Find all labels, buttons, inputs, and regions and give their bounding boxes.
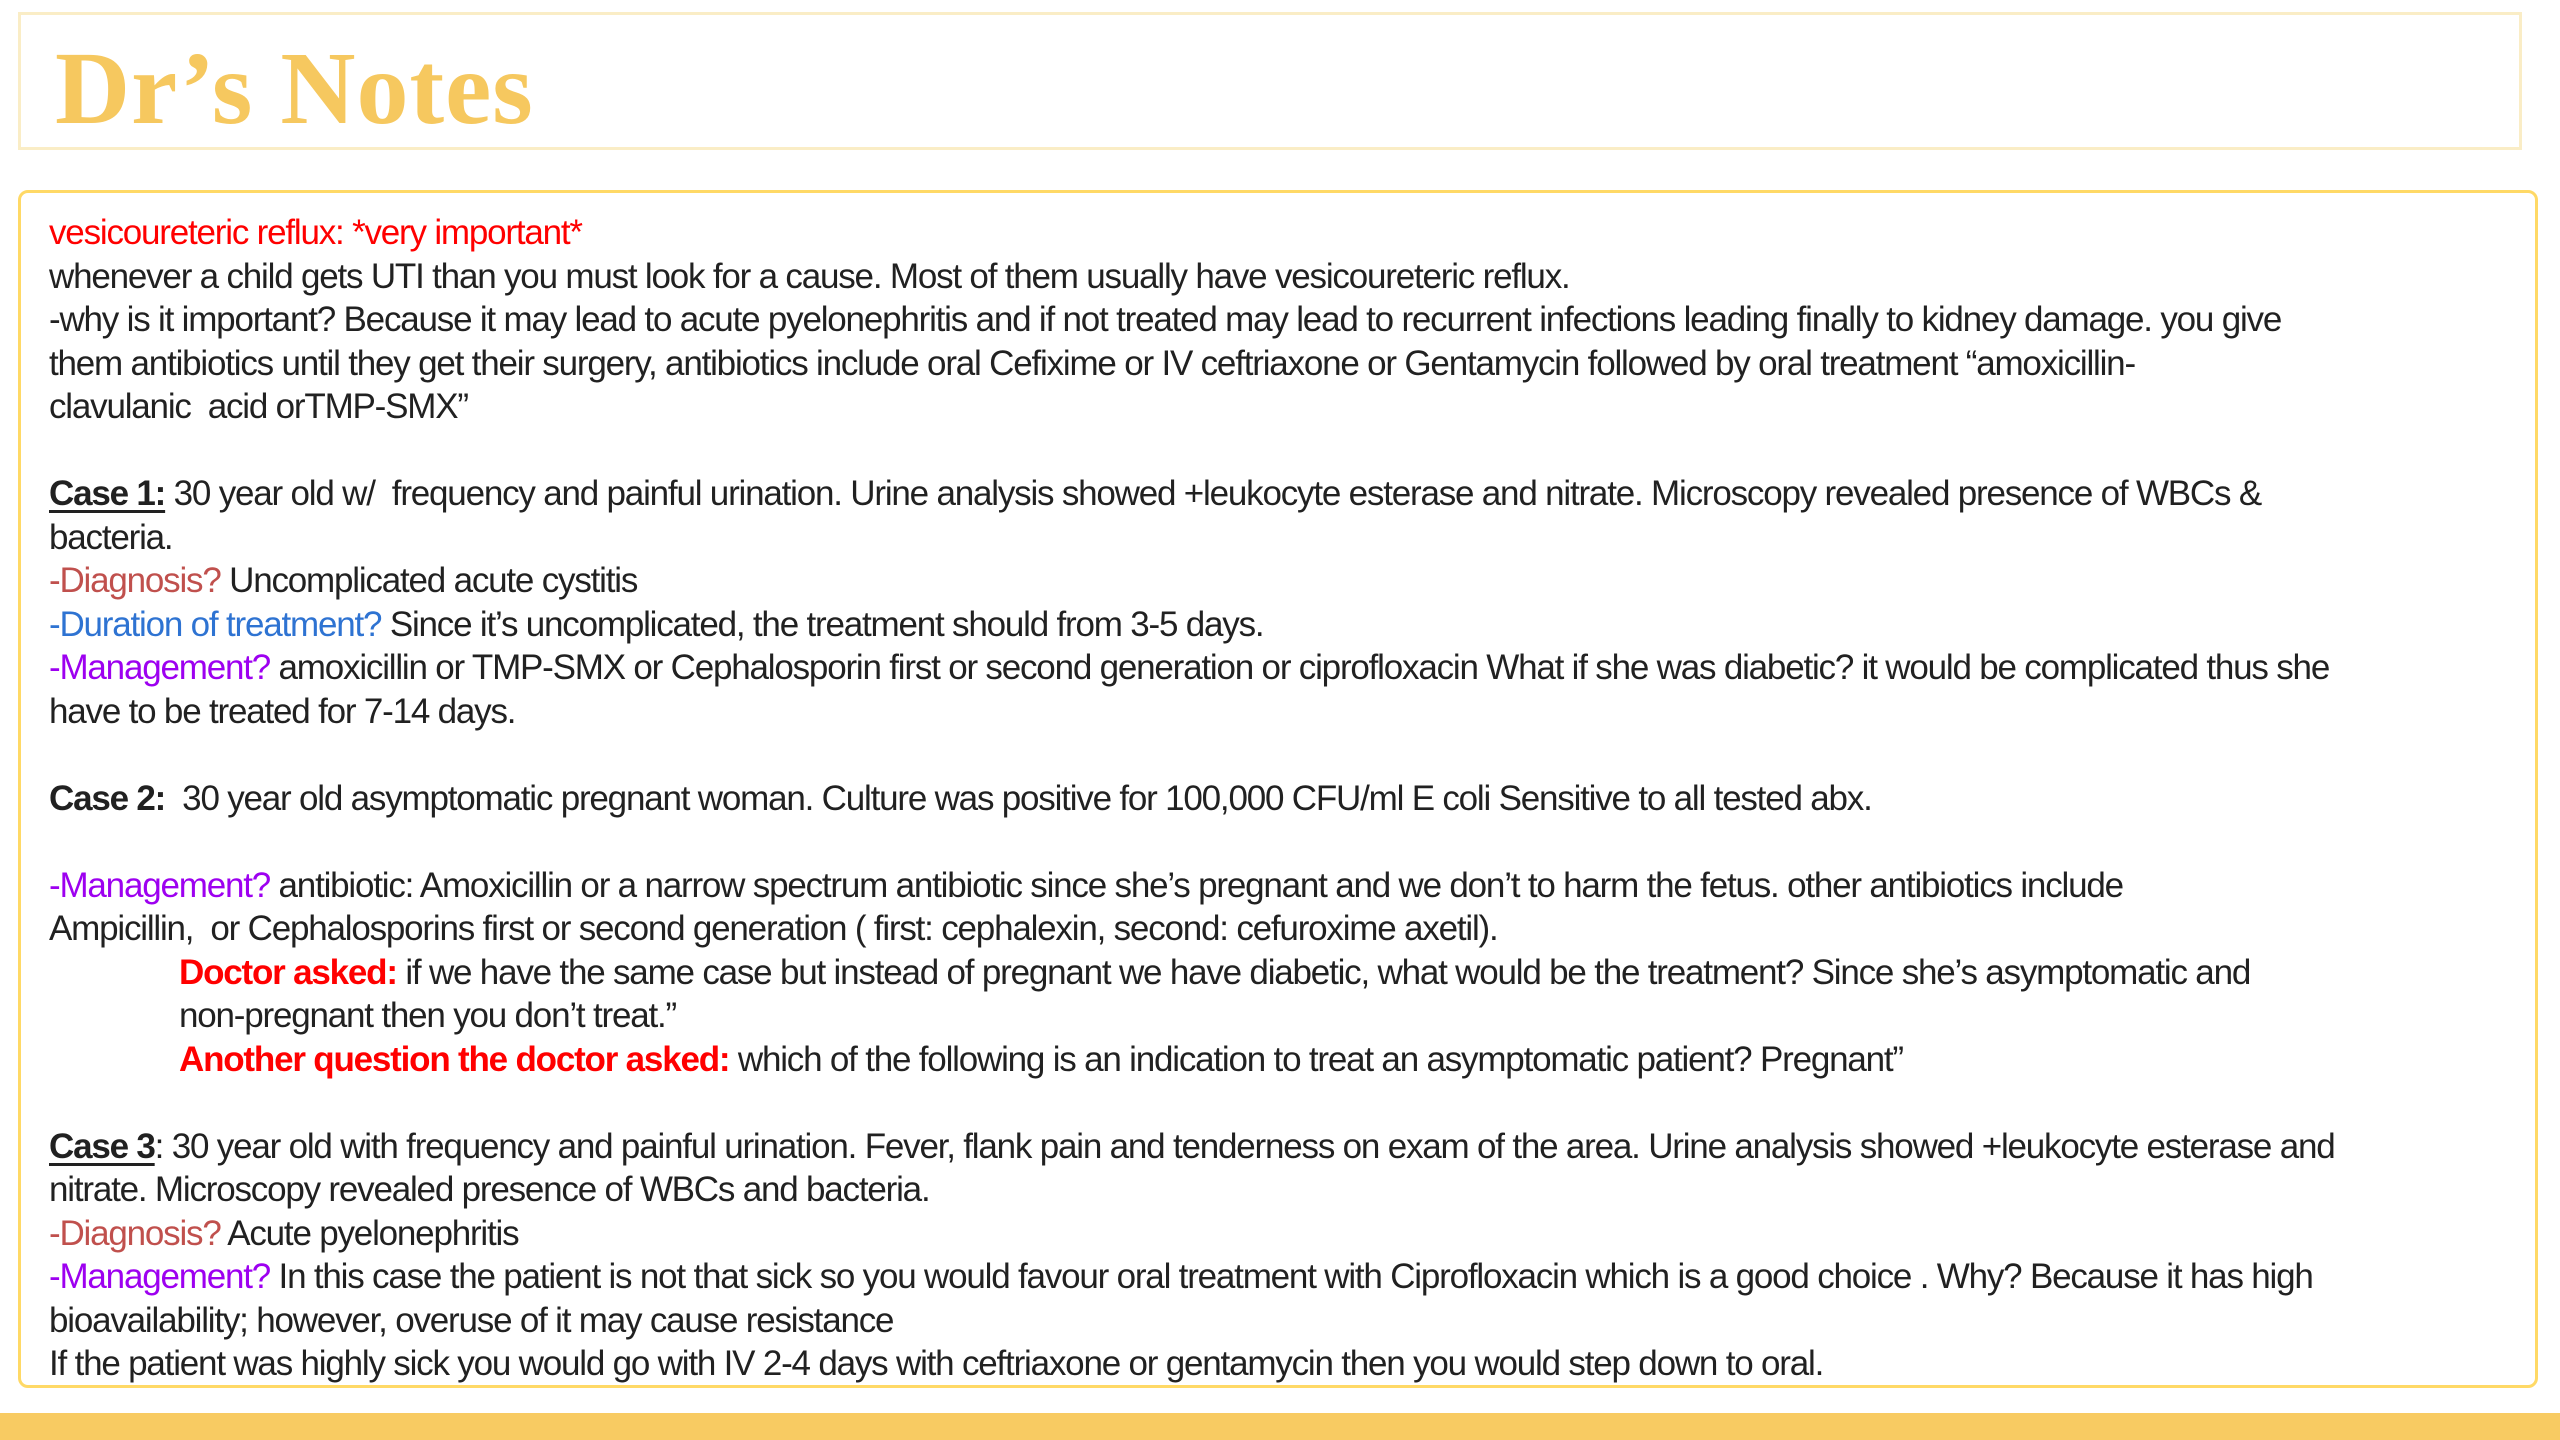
body-text-segment: non-pregnant then you don’t treat.” xyxy=(179,996,676,1035)
redbold-text-segment: Another question the doctor asked: xyxy=(179,1039,730,1079)
purple-text-segment: -Management? xyxy=(49,1257,271,1296)
blue-text-segment: -Duration of treatment? xyxy=(49,604,382,644)
note-line xyxy=(49,472,2507,516)
body-text-segment: them antibiotics until they get their surgery, antibiotics include oral Cefixime or IV ceftriaxone or Gentamycin followed by oral treatment “amoxicillin- xyxy=(49,343,2135,383)
body-text-segment: which of the following is an indication to treat an asymptomatic patient? Pregnant” xyxy=(729,1039,1903,1079)
body-text-segment: : 30 year old with frequency and painful urination. Fever, flank pain and tenderness on exam of the area. Urine analysis showed +leukocyte esterase and xyxy=(154,1126,2335,1166)
brick-text-segment: -Diagnosis? xyxy=(49,561,221,600)
note-block xyxy=(49,864,2507,1082)
notes-panel xyxy=(18,190,2538,1388)
case-text-segment: Case 2: xyxy=(49,778,166,818)
body-text-segment: In this case the patient is not that sick so you would favour oral treatment with Ciprofloxacin which is a good choice . Why? Because it has high xyxy=(270,1257,2313,1296)
body-text-segment: amoxicillin or TMP-SMX or Cephalosporin first or second generation or ciprofloxacin What if she was diabetic? it would be complicated thus she xyxy=(270,648,2330,687)
body-text-segment: 30 year old asymptomatic pregnant woman. Culture was positive for 100,000 CFU/ml E coli Sensitive to all tested abx. xyxy=(165,778,1872,818)
note-line xyxy=(49,559,2507,603)
note-line xyxy=(49,646,2507,690)
body-text-segment: antibiotic: Amoxicillin or a narrow spectrum antibiotic since she’s pregnant and we don’t to harm the fetus. other antibiotics include xyxy=(270,865,2123,905)
note-line xyxy=(49,907,2507,951)
body-text-segment: nitrate. Microscopy revealed presence of WBCs and bacteria. xyxy=(49,1170,930,1209)
brick-text-segment: -Diagnosis? xyxy=(49,1213,221,1253)
caseu-text-segment: Case 3 xyxy=(49,1126,155,1166)
note-line xyxy=(49,603,2507,647)
bottom-accent-bar xyxy=(0,1413,2560,1440)
note-line xyxy=(49,1168,2507,1212)
note-line xyxy=(49,1342,2507,1386)
body-text-segment: have to be treated for 7-14 days. xyxy=(49,691,516,731)
purple-text-segment: -Management? xyxy=(49,865,271,905)
body-text-segment: if we have the same case but instead of pregnant we have diabetic, what would be the treatment? Since she’s asymptomatic and xyxy=(396,952,2251,992)
body-text-segment: -why is it important? Because it may lead to acute pyelonephritis and if not treated may lead to recurrent infections leading finally to kidney damage. you give xyxy=(49,300,2282,339)
note-block xyxy=(49,1125,2507,1386)
note-line xyxy=(49,1125,2507,1169)
note-line xyxy=(49,864,2507,908)
note-line xyxy=(49,516,2507,560)
body-text-segment: clavulanic acid orTMP-SMX” xyxy=(49,387,468,426)
body-text-segment: bioavailability; however, overuse of it may cause resistance xyxy=(49,1300,894,1340)
body-text-segment: bacteria. xyxy=(49,517,173,557)
note-block xyxy=(49,472,2507,733)
red-text-segment: vesicoureteric reflux: *very important* xyxy=(49,213,582,252)
body-text-segment: Ampicillin, or Cephalosporins first or second generation ( first: cephalexin, second: cefuroxime axetil). xyxy=(49,909,1498,948)
body-text-segment: If the patient was highly sick you would go with IV 2-4 days with ceftriaxone or gentamycin then you would step down to oral. xyxy=(49,1344,1824,1383)
note-line xyxy=(49,690,2507,734)
note-line xyxy=(49,1255,2507,1299)
redbold-text-segment: Doctor asked: xyxy=(179,952,397,992)
page-title: Dr’s Notes xyxy=(55,31,534,146)
title-box xyxy=(18,12,2522,150)
note-line xyxy=(49,777,2507,821)
note-line xyxy=(49,385,2507,429)
note-line xyxy=(49,951,2507,995)
body-text-segment: Since it’s uncomplicated, the treatment should from 3-5 days. xyxy=(381,604,1264,644)
note-line xyxy=(49,211,2507,255)
body-text-segment: Acute pyelonephritis xyxy=(220,1213,519,1253)
purple-text-segment: -Management? xyxy=(49,648,271,687)
note-line xyxy=(49,1299,2507,1343)
note-line xyxy=(49,342,2507,386)
note-block xyxy=(49,211,2507,429)
caseu-text-segment: Case 1: xyxy=(49,474,166,513)
note-line xyxy=(49,298,2507,342)
note-block xyxy=(49,777,2507,821)
body-text-segment: 30 year old w/ frequency and painful urination. Urine analysis showed +leukocyte esterase and nitrate. Microscopy revealed presence of WBCs & xyxy=(165,474,2261,513)
note-line xyxy=(49,255,2507,299)
note-line xyxy=(49,1212,2507,1256)
note-line xyxy=(49,994,2507,1038)
body-text-segment: Uncomplicated acute cystitis xyxy=(220,561,638,600)
body-text-segment: whenever a child gets UTI than you must look for a cause. Most of them usually have vesicoureteric reflux. xyxy=(49,256,1570,296)
note-line xyxy=(49,1038,2507,1082)
